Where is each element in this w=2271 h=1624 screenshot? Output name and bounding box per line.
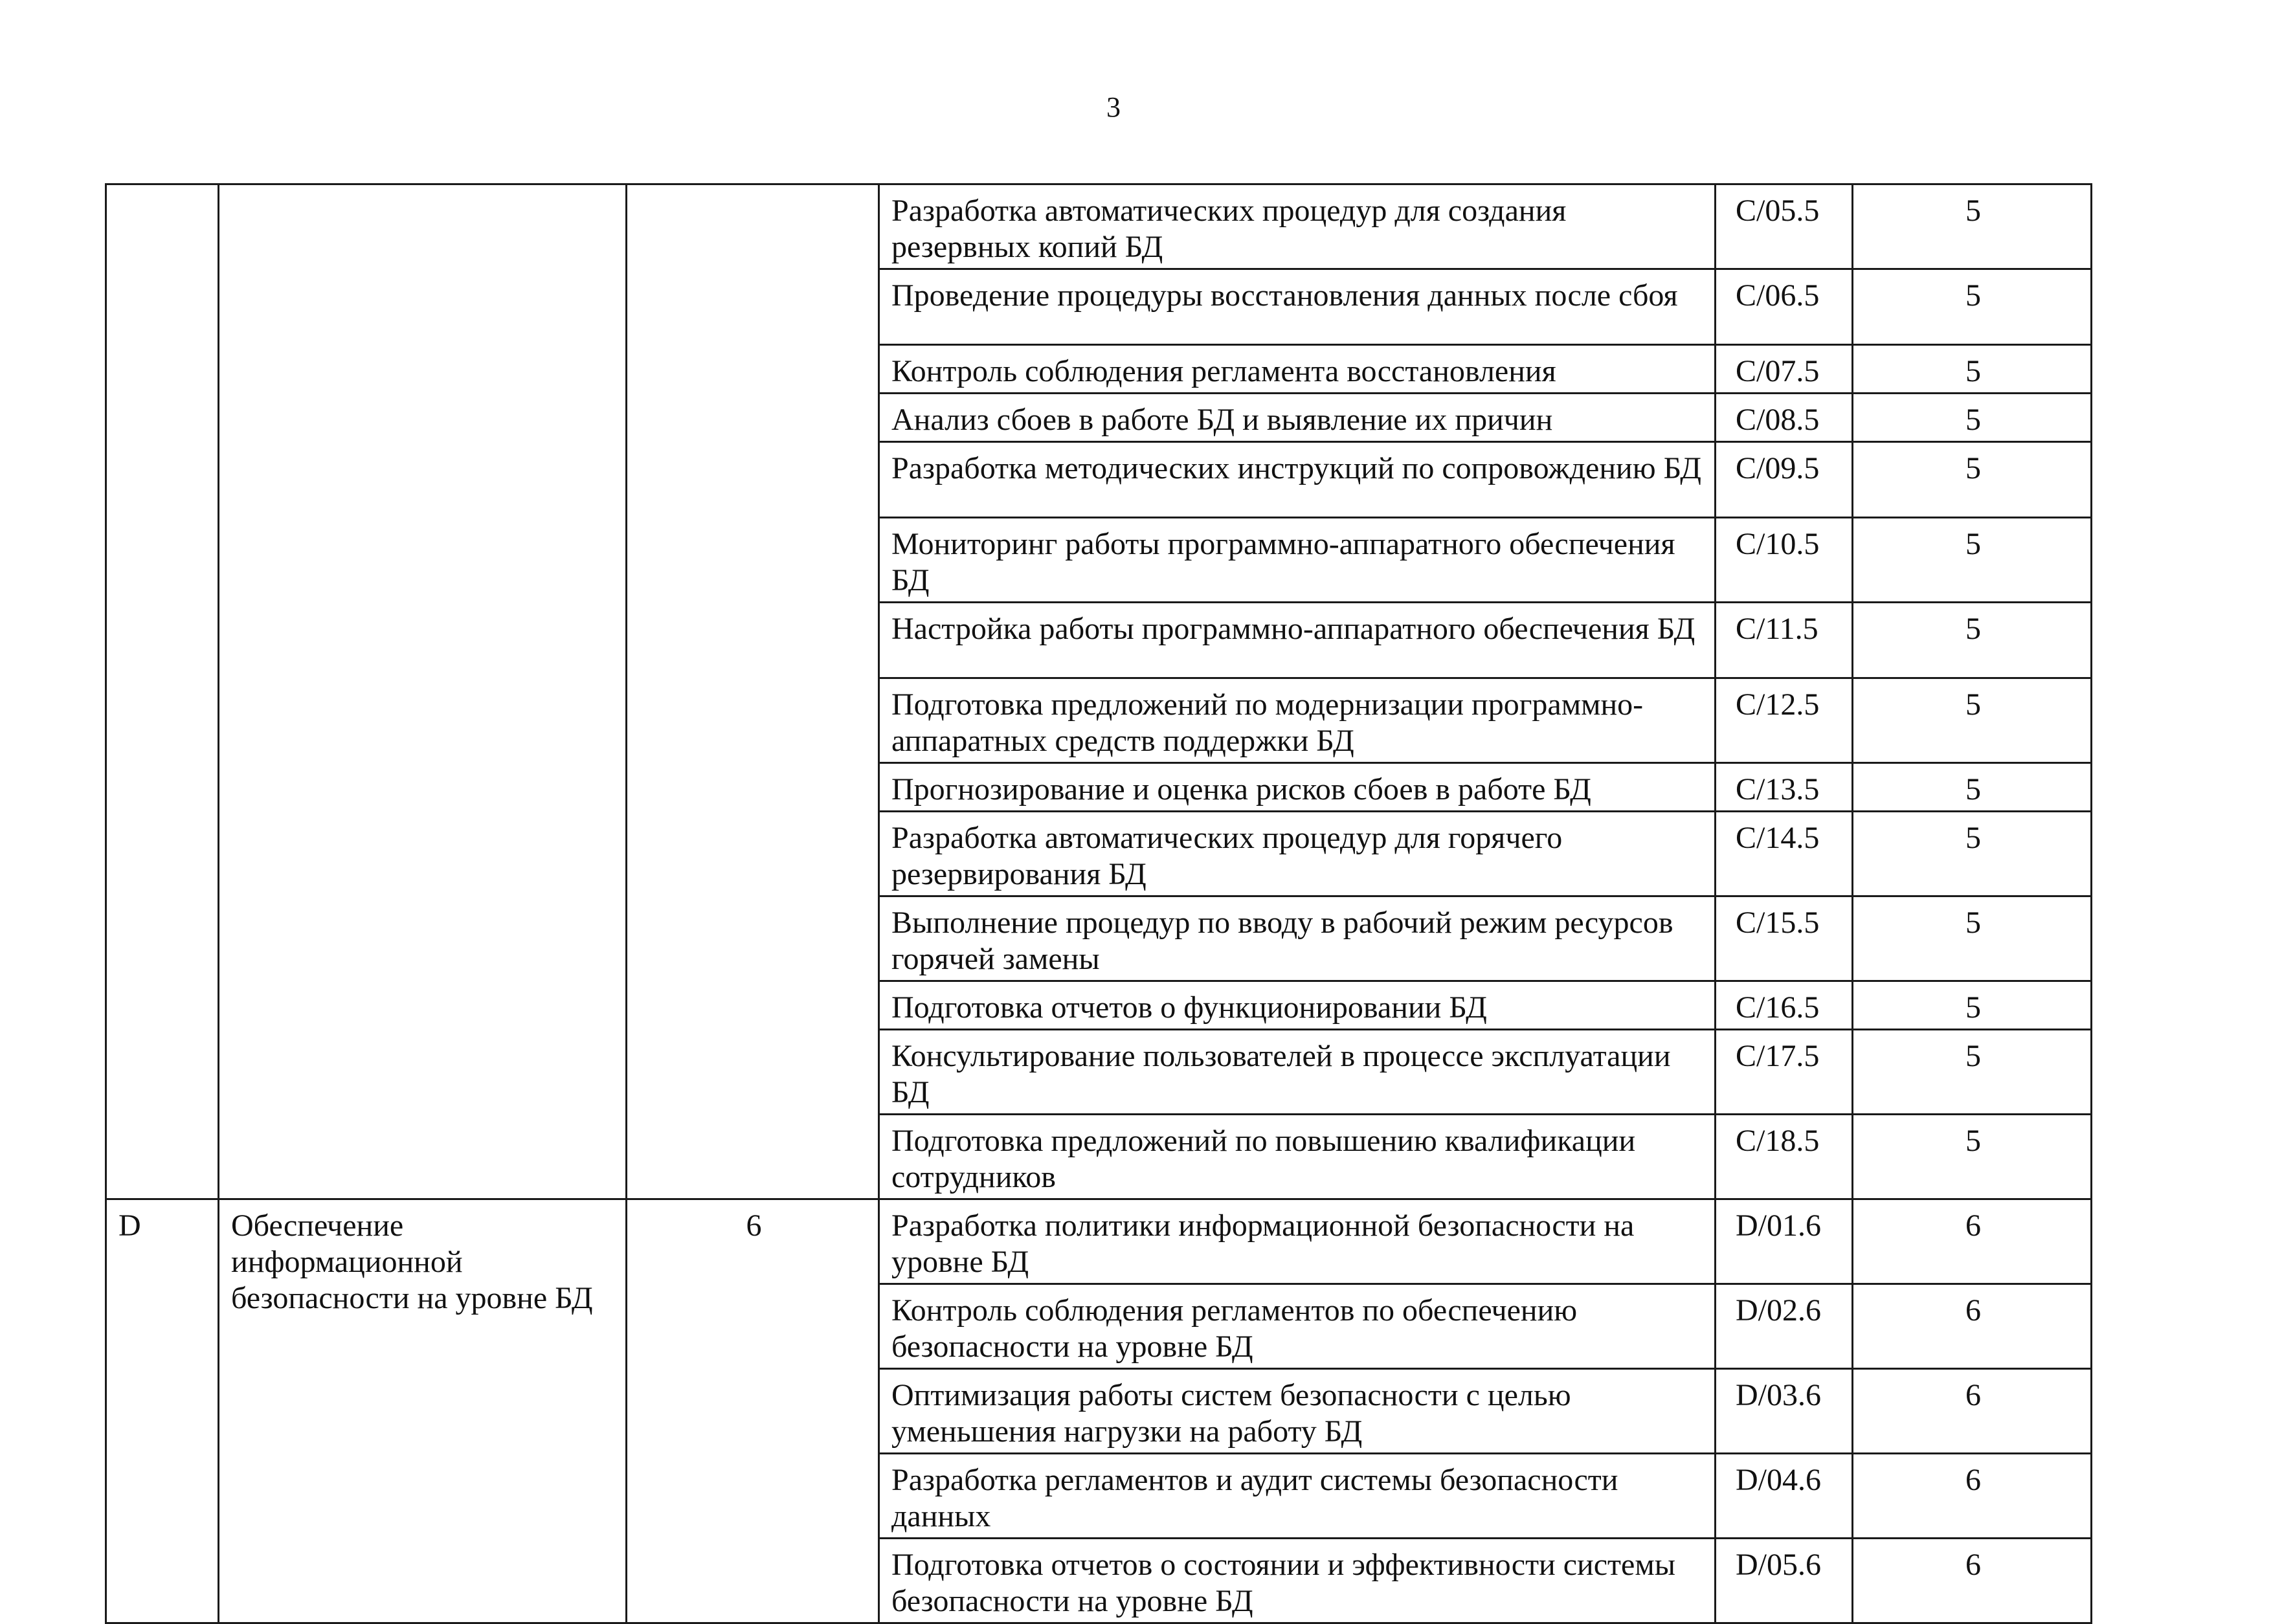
function-code: C/12.5 <box>1716 678 1853 763</box>
function-level: 6 <box>1853 1539 2092 1623</box>
function-level: 5 <box>1853 981 2092 1030</box>
function-code: D/03.6 <box>1716 1369 1853 1454</box>
function-level: 5 <box>1853 184 2092 269</box>
function-code: C/08.5 <box>1716 394 1853 442</box>
group-c-level-cell <box>627 184 879 1199</box>
function-name: Прогнозирование и оценка рисков сбоев в работе БД <box>879 763 1716 812</box>
function-level: 5 <box>1853 812 2092 896</box>
function-code: C/17.5 <box>1716 1030 1853 1115</box>
page-number: 3 <box>1106 91 1121 123</box>
function-level: 6 <box>1853 1199 2092 1284</box>
function-code: C/09.5 <box>1716 442 1853 518</box>
function-level: 5 <box>1853 442 2092 518</box>
function-level: 5 <box>1853 678 2092 763</box>
function-code: D/02.6 <box>1716 1284 1853 1369</box>
function-level: 5 <box>1853 345 2092 394</box>
function-level: 5 <box>1853 394 2092 442</box>
function-code: C/06.5 <box>1716 269 1853 345</box>
function-level: 5 <box>1853 896 2092 981</box>
function-name: Настройка работы программно-аппаратного обеспечения БД <box>879 603 1716 678</box>
function-code: C/15.5 <box>1716 896 1853 981</box>
function-name: Мониторинг работы программно-аппаратного обеспечения БД <box>879 518 1716 603</box>
function-name: Контроль соблюдения регламентов по обеспечению безопасности на уровне БД <box>879 1284 1716 1369</box>
function-code: C/07.5 <box>1716 345 1853 394</box>
function-level: 6 <box>1853 1284 2092 1369</box>
function-level: 5 <box>1853 518 2092 603</box>
group-d-code-cell: D <box>106 1199 219 1623</box>
function-name: Контроль соблюдения регламента восстановления <box>879 345 1716 394</box>
function-code: D/04.6 <box>1716 1454 1853 1539</box>
function-name: Разработка регламентов и аудит системы безопасности данных <box>879 1454 1716 1539</box>
function-level: 5 <box>1853 763 2092 812</box>
function-code: C/11.5 <box>1716 603 1853 678</box>
function-name: Разработка политики информационной безопасности на уровне БД <box>879 1199 1716 1284</box>
function-name: Подготовка отчетов о состоянии и эффективности системы безопасности на уровне БД <box>879 1539 1716 1623</box>
function-name: Подготовка предложений по модернизации программно-аппаратных средств поддержки БД <box>879 678 1716 763</box>
function-code: C/05.5 <box>1716 184 1853 269</box>
function-name: Анализ сбоев в работе БД и выявление их причин <box>879 394 1716 442</box>
function-code: D/05.6 <box>1716 1539 1853 1623</box>
function-code: C/10.5 <box>1716 518 1853 603</box>
function-level: 5 <box>1853 1030 2092 1115</box>
group-c-name-cell <box>219 184 627 1199</box>
group-c-code-cell <box>106 184 219 1199</box>
table-row <box>106 184 2092 269</box>
function-name: Подготовка предложений по повышению квалификации сотрудников <box>879 1115 1716 1199</box>
function-level: 5 <box>1853 1115 2092 1199</box>
function-name: Подготовка отчетов о функционировании БД <box>879 981 1716 1030</box>
table-row <box>106 1199 2092 1284</box>
group-d-level-cell: 6 <box>627 1199 879 1623</box>
function-name: Выполнение процедур по вводу в рабочий режим ресурсов горячей замены <box>879 896 1716 981</box>
function-level: 6 <box>1853 1454 2092 1539</box>
function-code: C/16.5 <box>1716 981 1853 1030</box>
group-d-name-cell: Обеспечение информационной безопасности на уровне БД <box>219 1199 627 1623</box>
function-name: Оптимизация работы систем безопасности с целью уменьшения нагрузки на работу БД <box>879 1369 1716 1454</box>
function-level: 5 <box>1853 603 2092 678</box>
function-level: 6 <box>1853 1369 2092 1454</box>
function-level: 5 <box>1853 269 2092 345</box>
function-name: Разработка автоматических процедур для создания резервных копий БД <box>879 184 1716 269</box>
function-name: Консультирование пользователей в процессе эксплуатации БД <box>879 1030 1716 1115</box>
function-name: Разработка автоматических процедур для горячего резервирования БД <box>879 812 1716 896</box>
function-code: D/01.6 <box>1716 1199 1853 1284</box>
function-code: C/13.5 <box>1716 763 1853 812</box>
function-code: C/18.5 <box>1716 1115 1853 1199</box>
function-name: Проведение процедуры восстановления данных после сбоя <box>879 269 1716 345</box>
function-code: C/14.5 <box>1716 812 1853 896</box>
functions-table <box>105 183 2092 1624</box>
function-name: Разработка методических инструкций по сопровождению БД <box>879 442 1716 518</box>
